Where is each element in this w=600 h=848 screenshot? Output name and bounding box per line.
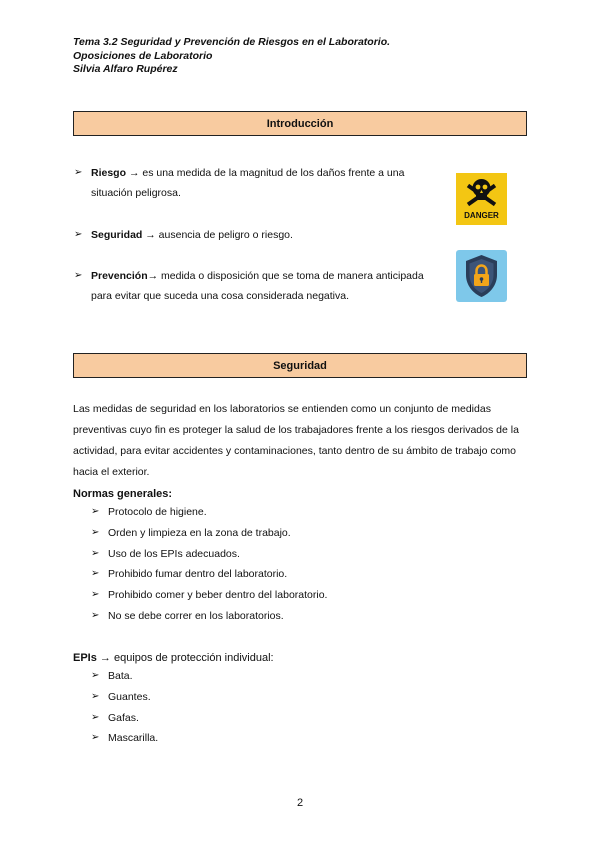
bullet-arrow: ➢ — [91, 547, 100, 559]
seguridad-title: Seguridad — [273, 359, 327, 372]
intro-item-riesgo — [74, 163, 436, 203]
normas-list — [91, 502, 327, 627]
bullet-arrow: ➢ — [74, 229, 83, 240]
epis-definition: → equipos de protección individual: — [96, 652, 274, 664]
bullet-arrow: ➢ — [91, 711, 100, 723]
list-item — [91, 728, 158, 749]
bullet-arrow: ➢ — [91, 690, 100, 702]
header-author: Silvia Alfaro Rupérez — [73, 63, 178, 75]
intro-title: Introducción — [266, 117, 334, 130]
list-item — [91, 502, 327, 523]
list-item — [91, 523, 327, 544]
epis-title — [73, 650, 274, 666]
list-item-text: No se debe correr en los laboratorios. — [108, 609, 284, 622]
seguridad-banner — [73, 353, 527, 378]
danger-skull-icon — [456, 173, 507, 225]
list-item — [91, 687, 158, 708]
list-item-text: Uso de los EPIs adecuados. — [108, 547, 240, 560]
bullet-arrow: ➢ — [91, 506, 100, 517]
list-item — [91, 606, 327, 627]
intro-banner — [73, 111, 527, 136]
header-title: Tema 3.2 Seguridad y Prevención de Riesgos en el Laboratorio. — [73, 36, 391, 48]
header-subtitle: Oposiciones de Laboratorio — [73, 49, 213, 62]
list-item-text: Orden y limpieza en la zona de trabajo. — [108, 526, 291, 539]
term-arrow: → — [145, 229, 156, 241]
list-item-text: Mascarilla. — [108, 732, 159, 745]
term-prevencion: Prevención — [91, 270, 148, 282]
normas-title: Normas generales: — [73, 488, 173, 500]
list-item-text: Guantes. — [108, 690, 151, 703]
list-item — [91, 564, 327, 585]
list-item-text: Bata. — [108, 670, 133, 682]
list-item-text: Gafas. — [108, 711, 139, 724]
term-arrow: → — [128, 167, 140, 179]
bullet-arrow: ➢ — [91, 670, 100, 681]
intro-item-prevencion — [74, 266, 436, 306]
list-item — [91, 544, 327, 565]
list-item-text: Protocolo de higiene. — [108, 506, 207, 518]
document-header — [73, 36, 390, 77]
term-seguridad: Seguridad — [91, 229, 143, 241]
definition-prevencion: medida o disposición que se toma de manera anticipada para evitar que suceda una cosa considerada negativa. — [91, 270, 424, 302]
bullet-arrow: ➢ — [91, 526, 100, 538]
list-item-text: Prohibido comer y beber dentro del laboratorio. — [108, 589, 328, 602]
bullet-arrow: ➢ — [91, 589, 100, 601]
lock-shield-icon — [456, 250, 507, 302]
page-number: 2 — [296, 797, 304, 809]
epis-term: EPIs — [73, 652, 97, 664]
term-arrow: → — [147, 270, 159, 282]
intro-item-seguridad — [74, 225, 436, 245]
danger-label: DANGER — [464, 211, 499, 220]
list-item — [91, 666, 158, 687]
definition-riesgo: es una medida de la magnitud de los daños frente a una situación peligrosa. — [91, 167, 405, 199]
epis-list — [91, 666, 158, 749]
bullet-arrow: ➢ — [74, 270, 83, 281]
list-item-text: Prohibido fumar dentro del laboratorio. — [108, 568, 288, 581]
definition-seguridad: ausencia de peligro o riesgo. — [155, 229, 293, 241]
term-riesgo: Riesgo — [91, 167, 127, 179]
bullet-arrow: ➢ — [91, 609, 100, 621]
bullet-arrow: ➢ — [91, 732, 100, 744]
list-item — [91, 585, 327, 606]
bullet-arrow: ➢ — [74, 167, 83, 178]
list-item — [91, 708, 158, 729]
seguridad-paragraph: Las medidas de seguridad en los laboratorios se entienden como un conjunto de medidas preventivas cuyo fin es proteger la salud de los trabajadores frente a los riesgos derivados de la actividad, para evitar accidentes y contaminaciones, tanto dentro de su ámbito de trabajo como hacia el exterior. — [73, 403, 519, 478]
bullet-arrow: ➢ — [91, 568, 100, 580]
